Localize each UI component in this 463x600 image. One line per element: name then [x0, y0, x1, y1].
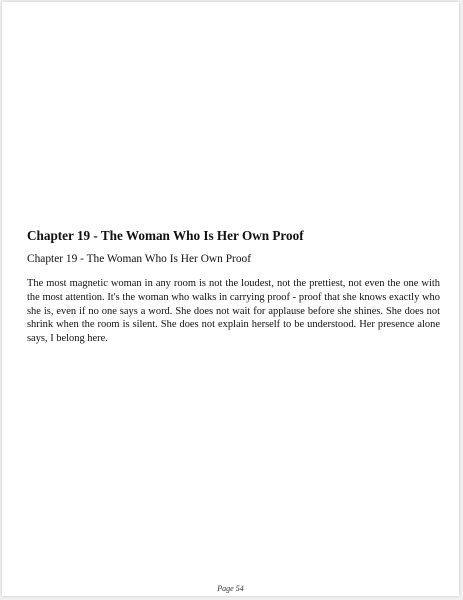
body-paragraph: The most magnetic woman in any room is not the loudest, not the prettiest, not even the one with the most attention. It's the woman who walks in carrying proof - proof that she knows exactly who she is, even if no one says a word. She does not wait for applause before she shines. She does not shrink when the room is silent. She does not explain herself to be understood. Her presence alone says, I belong here.	[27, 278, 440, 345]
chapter-heading: Chapter 19 - The Woman Who Is Her Own Proof	[27, 228, 304, 243]
page-number: Page 54	[217, 584, 244, 593]
document-page	[2, 2, 459, 596]
chapter-subtitle: Chapter 19 - The Woman Who Is Her Own Proof	[27, 253, 252, 265]
